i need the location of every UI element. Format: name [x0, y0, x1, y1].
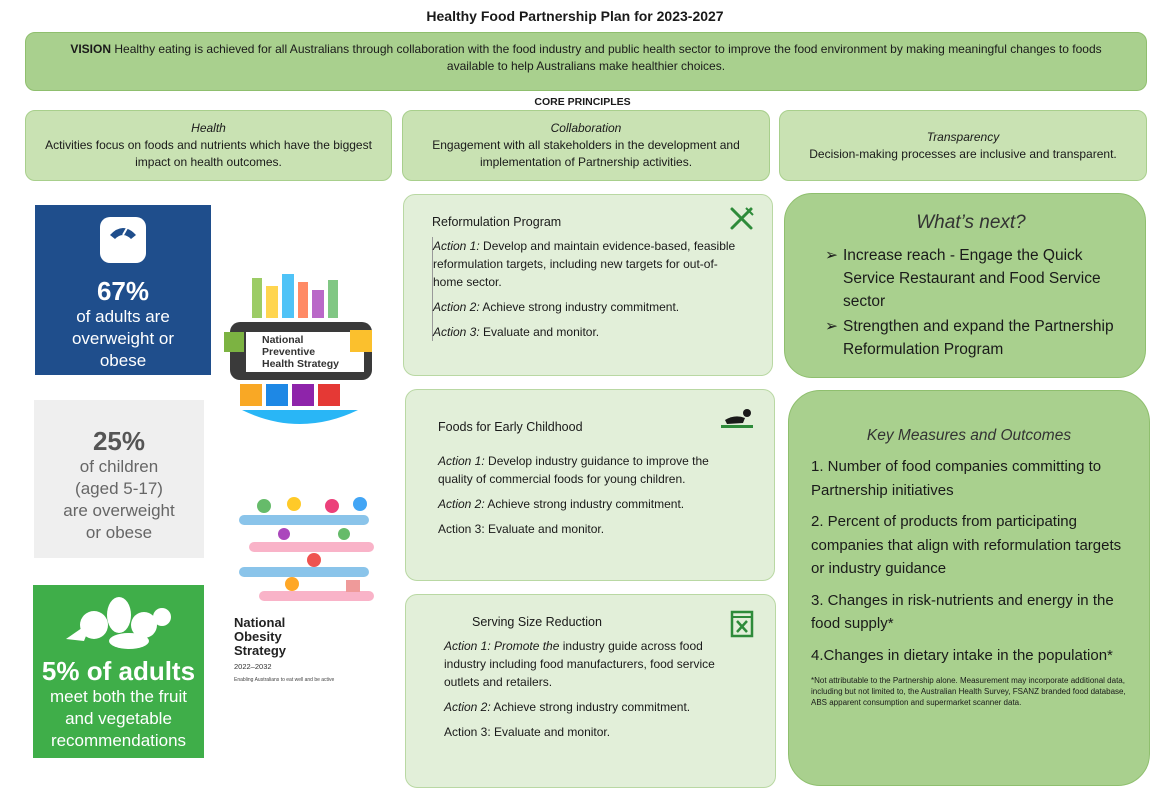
- action-label: Action 3:: [433, 325, 480, 339]
- stat-text-line: (aged 5-17): [75, 479, 163, 498]
- vision-box: [25, 32, 1147, 91]
- page-title: Healthy Food Partnership Plan for 2023-2027: [426, 8, 724, 24]
- nphs-logo-text: [262, 334, 339, 370]
- nos-logo-text: [234, 616, 384, 658]
- vision-text: Healthy eating is achieved for all Australians through collaboration with the food industry and public health sector to improve the food environment by making meaningful changes to foods available to help Australians make healthier choices.: [114, 42, 1102, 73]
- logo-line: National: [234, 615, 286, 630]
- action-text: Achieve strong industry commitment.: [487, 497, 685, 511]
- key-measures-box: [788, 390, 1150, 786]
- logo-line: Preventive: [262, 346, 316, 358]
- logo-line: Strategy: [234, 643, 287, 658]
- reformulation-program-box: [403, 194, 773, 376]
- arrow-bullet-icon: ➢: [825, 318, 838, 335]
- stat-value: 25%: [92, 426, 146, 456]
- stat-children-overweight: [34, 400, 204, 558]
- program-heading: Reformulation Program: [432, 215, 562, 229]
- whats-next-box: [784, 193, 1146, 378]
- principle-text: Engagement with all stakeholders in the development and implementation of Partnership activities.: [432, 138, 740, 169]
- action-text: Evaluate and monitor.: [483, 325, 600, 339]
- scale-icon: [98, 215, 148, 265]
- action-1: [438, 452, 742, 488]
- key-measure-item: 1. Number of food companies committing to Partnership initiatives: [811, 458, 1102, 499]
- principle-text: Decision-making processes are inclusive and transparent.: [809, 146, 1117, 161]
- stat-text-line: of children: [79, 457, 159, 476]
- action-2: [438, 495, 742, 513]
- whats-next-title: What’s next?: [916, 212, 1026, 233]
- whats-next-item: [825, 315, 1117, 361]
- arrow-bullet-icon: ➢: [825, 247, 838, 264]
- fork-knife-icon: [729, 206, 755, 232]
- principle-transparency: [779, 110, 1147, 181]
- nos-logo: [234, 492, 384, 684]
- key-measure-item: 4.Changes in dietary intake in the population*: [811, 646, 1113, 664]
- stat-text-line: or obese: [85, 523, 153, 542]
- action-label: Action 1: Promote the: [444, 639, 560, 653]
- logo-line: Obesity: [234, 629, 282, 644]
- nos-logo-graphic: [234, 492, 384, 607]
- principle-heading: Health: [191, 121, 226, 135]
- action-2: [433, 298, 744, 316]
- principle-heading: Collaboration: [550, 121, 622, 135]
- action-1: [444, 637, 737, 691]
- stat-fruit-veg: [33, 585, 204, 758]
- nos-logo-years: 2022–2032: [234, 662, 272, 671]
- key-measure-item: 3. Changes in risk-nutrients and energy in the food supply*: [811, 591, 1114, 632]
- whats-next-text: Strengthen and expand the Partnership Reformulation Program: [843, 318, 1114, 358]
- action-3: [433, 323, 744, 341]
- key-measure-item: 2. Percent of products from participating companies that align with reformulation targets or industry guidance: [811, 513, 1122, 577]
- logo-line: Health Strategy: [262, 358, 340, 370]
- action-1: [433, 237, 744, 291]
- nphs-logo: [222, 272, 378, 432]
- principle-health: [25, 110, 392, 181]
- key-measures-title: Key Measures and Outcomes: [866, 427, 1072, 444]
- action-label: Action 1:: [433, 239, 480, 253]
- stat-value: 5% of adults: [41, 656, 196, 686]
- action-text: Develop and maintain evidence-based, feasible reformulation targets, including new targets for out-of-home sector.: [433, 239, 736, 289]
- nos-logo-tagline: Enabling Australians to eat well and be active: [234, 677, 335, 683]
- principle-collaboration: [402, 110, 770, 181]
- vision-label: VISION: [70, 42, 112, 56]
- portion-box-icon: [730, 608, 754, 638]
- action-label: Action 2:: [438, 497, 485, 511]
- core-principles-label: CORE PRINCIPLES: [534, 96, 631, 108]
- action-label: Action 1:: [438, 454, 485, 468]
- action-3: Action 3: Evaluate and monitor.: [444, 725, 611, 739]
- action-label: Action 2:: [433, 300, 480, 314]
- action-3: Action 3: Evaluate and monitor.: [438, 522, 605, 536]
- program-heading: Foods for Early Childhood: [438, 420, 583, 434]
- early-childhood-box: [405, 389, 775, 581]
- action-text: Achieve strong industry commitment.: [482, 300, 680, 314]
- crawling-baby-icon: [721, 408, 753, 430]
- stat-text: meet both the fruit and vegetable recommendations: [49, 687, 188, 750]
- stat-adults-overweight: [35, 205, 211, 375]
- whats-next-item: [825, 244, 1117, 313]
- key-measures-note: *Not attributable to the Partnership alone. Measurement may incorporate additional data, including but not limited to, the Australian Health Survey, FSANZ branded food database, ABS apparent consumption and supermarket scanner data.: [811, 676, 1126, 707]
- action-text: Achieve strong industry commitment.: [493, 700, 691, 714]
- action-label: Action 2:: [444, 700, 491, 714]
- action-text: industry guide across food industry including food manufacturers, food service outlets and retailers.: [444, 639, 715, 689]
- fruit-vegetable-icon: [54, 591, 184, 651]
- action-2: [444, 698, 737, 716]
- stat-text: of adults are overweight or obese: [71, 307, 175, 370]
- principle-heading: Transparency: [926, 129, 1000, 144]
- whats-next-text: Increase reach - Engage the Quick Service Restaurant and Food Service sector: [843, 247, 1101, 310]
- serving-size-box: [405, 594, 776, 788]
- stat-value: 67%: [96, 276, 150, 306]
- program-heading: Serving Size Reduction: [472, 615, 602, 629]
- logo-line: National: [262, 334, 304, 346]
- stat-text-line: are overweight: [63, 501, 175, 520]
- principle-text: Activities focus on foods and nutrients which have the biggest impact on health outcomes.: [45, 138, 372, 169]
- action-text: Develop industry guidance to improve the quality of commercial foods for young children.: [438, 454, 709, 486]
